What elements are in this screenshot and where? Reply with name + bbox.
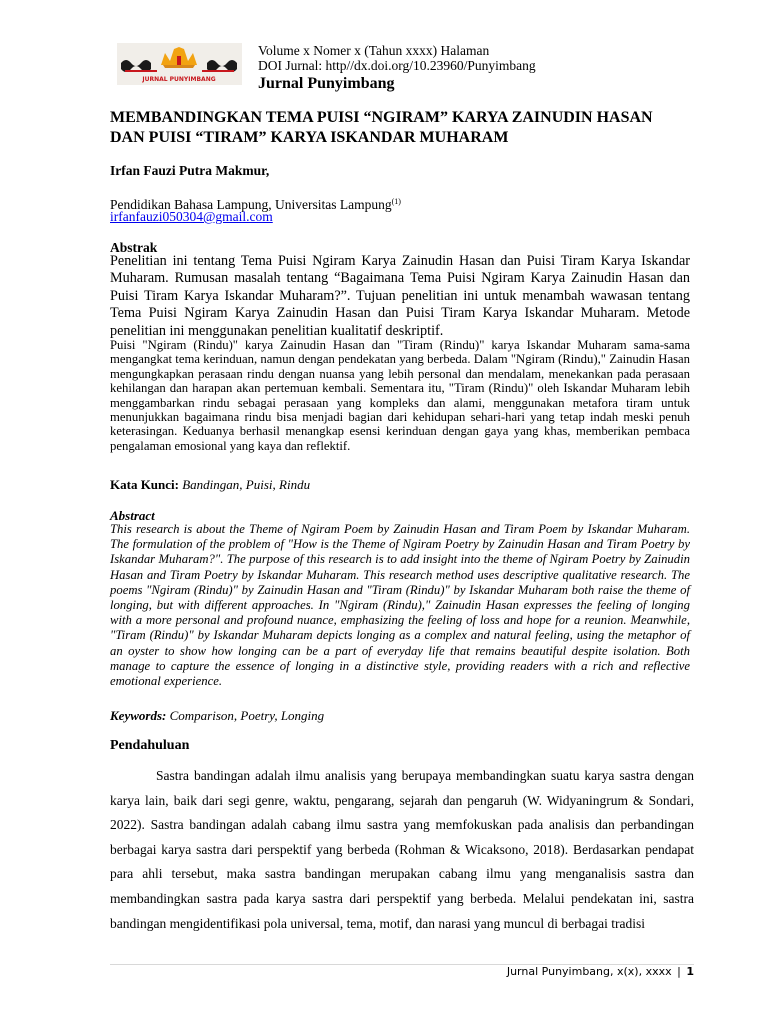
kata-kunci-label: Kata Kunci:: [110, 477, 179, 492]
page-number: 1: [686, 965, 694, 978]
abstrak-heading: Abstrak: [110, 240, 158, 255]
kata-kunci: [110, 477, 310, 492]
keywords-en-label: Keywords:: [110, 708, 167, 723]
abstract-en-heading: Abstract: [110, 508, 155, 523]
affiliation-text: Pendidikan Bahasa Lampung, Universitas Lampung: [110, 197, 392, 212]
abstrak-paragraph-1: Penelitian ini tentang Tema Puisi Ngiram Karya Zainudin Hasan dan Puisi Tiram Karya Iskandar Muharam. Rumusan masalah tentang “Bagaimana Tema Puisi Ngiram Karya Zainudin Hasan dan Puisi Tiram Karya Iskandar Muharam?”. Tujuan penelitian ini untuk menambah wawasan tentang Tema Puisi Ngiram Karya Zainudin Hasan dan Puisi Tiram Karya Iskandar Muharam. Metode penelitian ini menggunakan penelitian kualitatif deskriptif.: [110, 253, 690, 339]
keywords-en-values: Comparison, Poetry, Longing: [169, 708, 325, 723]
abstrak-paragraph-2: Puisi "Ngiram (Rindu)" karya Zainudin Hasan dan "Tiram (Rindu)" karya Iskandar Muharam sama-sama mengangkat tema kerinduan, namun dengan pendekatan yang berbeda. Dalam "Ngiram (Rindu)," Zainudin Hasan mengungkapkan perasaan rindu dengan nuansa yang lebih personal dan mendalam, menekankan pada perasaan kehilangan dan harapan akan pertemuan kembali. Sementara itu, "Tiram (Rindu)" oleh Iskandar Muharam lebih menggambarkan rindu sebagai perasaan yang kompleks dan alami, menggunakan metafora tiram untuk menunjukkan bagaimana rindu bisa menjadi bagian dari kehidupan sehari-hari yang tetap indah meski penuh keterasingan. Keduanya berhasil menangkap esensi kerinduan dengan gaya yang khas, memberikan pembaca pengalaman emosional yang kaya dan reflektif.: [110, 338, 690, 453]
journal-logo-graphic: [117, 43, 242, 85]
abstract-en-paragraph: This research is about the Theme of Ngiram Poem by Zainudin Hasan and Tiram Poem by Iskandar Muharam. The formulation of the problem of "How is the Theme of Ngiram Poetry by Zainudin Hasan and Tiram Poetry by Iskandar Muharam?". The purpose of this research is to add insight into the theme of Ngiram Poetry by Zainudin Hasan and Tiram Poetry by Iskandar Muharam. This research method uses descriptive qualitative research. The poems "Ngiram (Rindu)" by Zainudin Hasan and "Tiram (Rindu)" by Iskandar Muharam both raise the theme of longing, but with different approaches. In "Ngiram (Rindu)," Zainudin Hasan expresses the feeling of longing with a more personal and profound nuance, emphasizing the feeling of loss and hope for a reunion. Meanwhile, "Tiram (Rindu)" by Iskandar Muharam depicts longing as a complex and natural feeling, using the metaphor of an oyster to show how longing can be a part of everyday life that remains beautiful despite isolation. Both manage to capture the essence of longing in a distinctive style, providing readers with a rich and reflective emotional experience.: [110, 522, 690, 689]
section-heading-pendahuluan: Pendahuluan: [110, 738, 190, 753]
article-title: MEMBANDINGKAN TEMA PUISI “NGIRAM” KARYA ZAINUDIN HASAN DAN PUISI “TIRAM” KARYA ISKANDAR MUHARAM: [110, 109, 653, 146]
svg-text:JURNAL PUNYIMBANG: JURNAL PUNYIMBANG: [142, 76, 216, 83]
author-name: Irfan Fauzi Putra Makmur,: [110, 163, 270, 178]
footer-journal: Jurnal Punyimbang, x(x), xxxx: [506, 965, 672, 978]
keywords-en: [110, 708, 324, 723]
author-email-link[interactable]: irfanfauzi050304@gmail.com: [110, 209, 273, 224]
affiliation-superscript: (1): [391, 197, 401, 206]
journal-name: Jurnal Punyimbang: [258, 75, 395, 92]
pendahuluan-paragraph: Sastra bandingan adalah ilmu analisis yang berupaya membandingkan suatu karya sastra dengan karya lain, baik dari segi genre, waktu, pengarang, sejarah dan pengaruh (W. Widyaningrum & Sondari, 2022). Sastra bandingan adalah cabang ilmu sastra yang memfokuskan pada analisis dan perbandingan berbagai karya sastra dari perspektif yang berbeda (Rohman & Wicaksono, 2018). Berdasarkan pendapat para ahli tersebut, maka sastra bandingan merupakan cabang ilmu yang menganalisis sastra dan membandingkan sastra pada karya sastra dari perspektif yang berbeda. Melalui pendekatan ini, sastra bandingan mengidentifikasi pola universal, tema, motif, dan narasi yang muncul di berbagai tradisi: [110, 768, 694, 931]
volume-line: Volume x Nomer x (Tahun xxxx) Halaman: [258, 43, 490, 58]
doi-line: DOI Jurnal: http//dx.doi.org/10.23960/Punyimbang: [258, 58, 536, 73]
journal-logo: [117, 43, 242, 85]
footer-separator: |: [677, 965, 681, 978]
kata-kunci-values: Bandingan, Puisi, Rindu: [182, 477, 311, 492]
page-footer: [507, 965, 694, 979]
